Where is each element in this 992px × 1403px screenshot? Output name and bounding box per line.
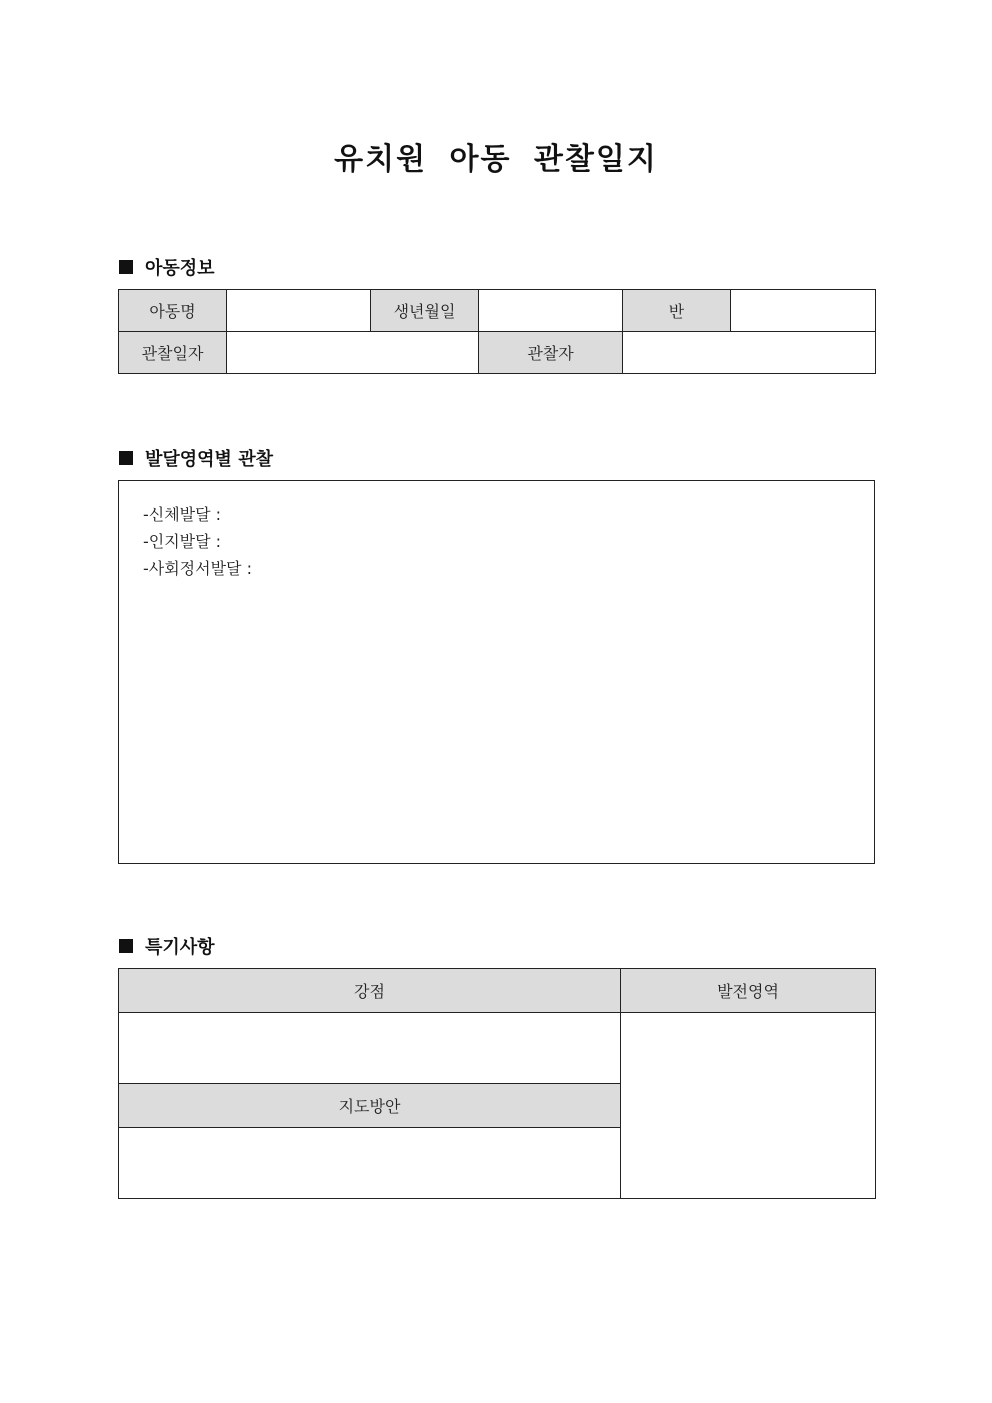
guidance-label: 지도방안 xyxy=(119,1084,621,1128)
section-heading-label: 아동정보 xyxy=(145,258,215,279)
growth-area-label: 발전영역 xyxy=(621,969,876,1013)
section-heading-label: 특기사항 xyxy=(145,937,215,958)
section-heading-notes xyxy=(119,933,215,959)
development-observation-box[interactable] xyxy=(118,480,875,864)
name-label: 아동명 xyxy=(119,290,227,332)
document-title: 유치원 아동 관찰일지 xyxy=(334,142,658,177)
development-lines xyxy=(143,501,252,582)
observer-field[interactable] xyxy=(623,332,876,374)
table-row xyxy=(119,969,876,1013)
child-info-table xyxy=(118,289,876,374)
observation-date-label: 관찰일자 xyxy=(119,332,227,374)
section-heading-child-info xyxy=(119,254,215,280)
strengths-field[interactable] xyxy=(119,1013,621,1084)
notes-table xyxy=(118,968,876,1199)
observer-label: 관찰자 xyxy=(479,332,623,374)
strengths-label: 강점 xyxy=(119,969,621,1013)
social-emotional-development-line: -사회정서발달 : xyxy=(143,559,252,578)
guidance-field[interactable] xyxy=(119,1128,621,1199)
table-row xyxy=(119,290,876,332)
table-row xyxy=(119,1013,876,1084)
class-label: 반 xyxy=(623,290,731,332)
square-bullet-icon xyxy=(119,939,133,953)
cognitive-development-line: -인지발달 : xyxy=(143,532,222,551)
birthdate-label: 생년월일 xyxy=(371,290,479,332)
observation-date-field[interactable] xyxy=(227,332,479,374)
birthdate-field[interactable] xyxy=(479,290,623,332)
square-bullet-icon xyxy=(119,451,133,465)
physical-development-line: -신체발달 : xyxy=(143,505,222,524)
class-field[interactable] xyxy=(731,290,876,332)
growth-area-field[interactable] xyxy=(621,1013,876,1199)
section-heading-label: 발달영역별 관찰 xyxy=(145,449,273,470)
square-bullet-icon xyxy=(119,260,133,274)
section-heading-development xyxy=(119,445,273,471)
table-row xyxy=(119,332,876,374)
name-field[interactable] xyxy=(227,290,371,332)
